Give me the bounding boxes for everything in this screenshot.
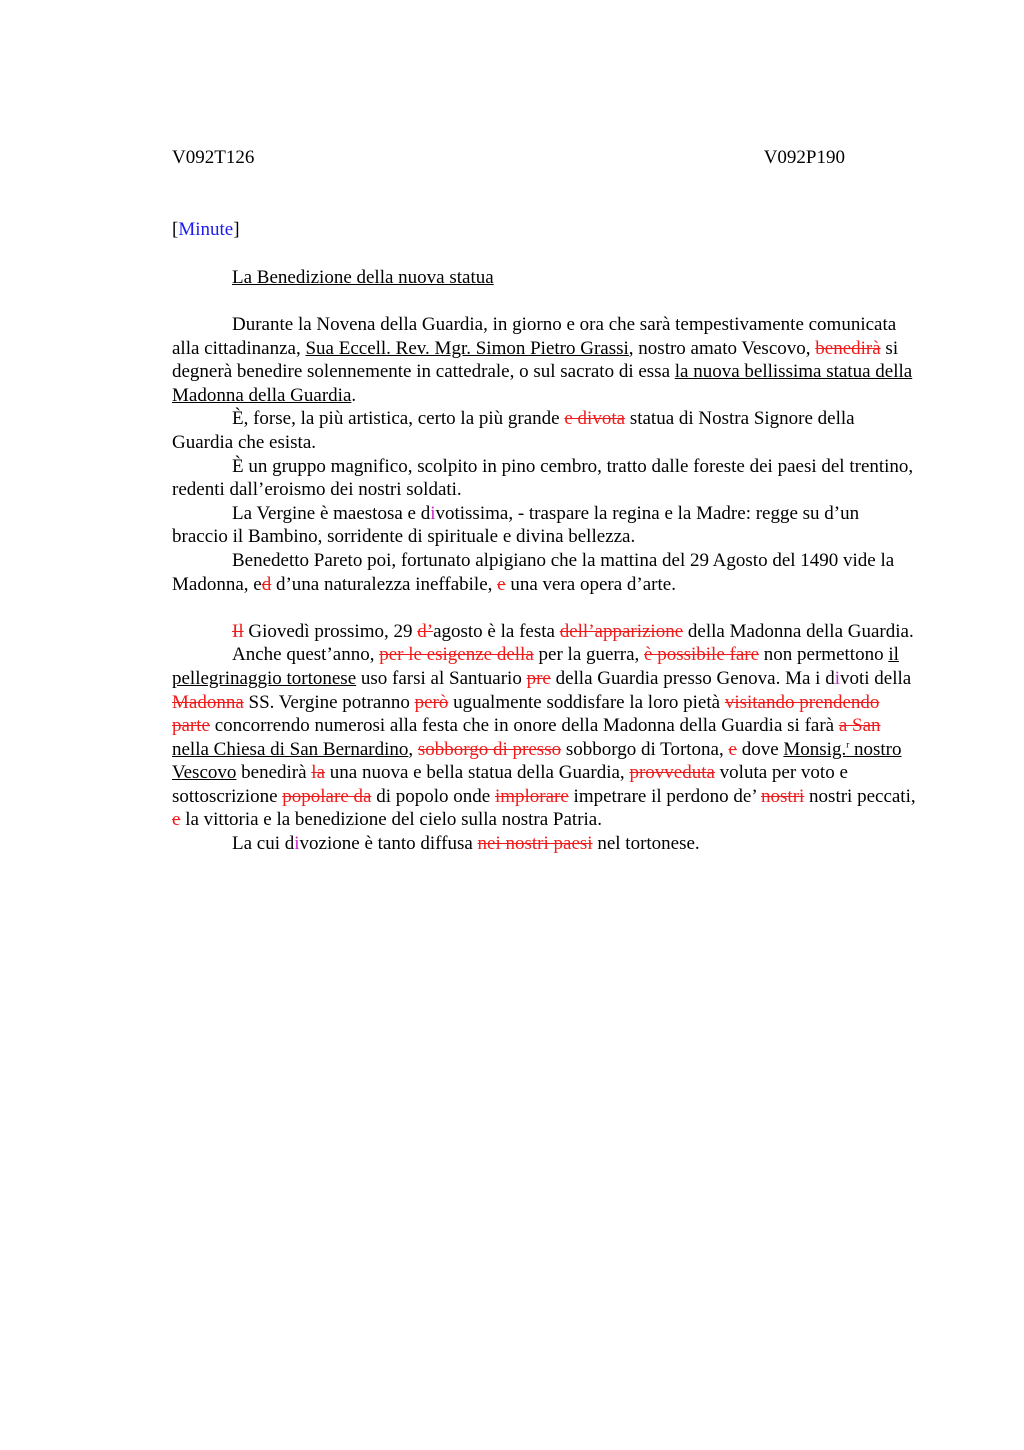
text: , xyxy=(408,738,418,760)
document-header xyxy=(172,146,845,170)
paragraph-8 xyxy=(172,832,918,856)
minute-word: Minute xyxy=(178,219,234,240)
text: della Guardia presso Genova. Ma i d xyxy=(550,667,835,689)
deleted-text: e xyxy=(728,738,737,760)
deleted-text: e xyxy=(497,573,506,595)
right-document-code: V092P190 xyxy=(763,147,845,168)
text: della Madonna della Guardia. xyxy=(683,620,914,642)
left-document-code: V092T126 xyxy=(172,147,255,168)
text: È, forse, la più artistica, certo la più grande xyxy=(232,408,565,430)
text: benedirà xyxy=(236,762,312,784)
inserted-letter: i xyxy=(294,833,300,855)
text: nostro Vescovo xyxy=(172,738,902,784)
inserted-letter: i xyxy=(430,502,436,524)
paragraph-1 xyxy=(172,313,918,407)
deleted-text: e xyxy=(172,809,181,831)
text: voluta per voto e sottoscrizione xyxy=(172,762,848,807)
text: vozione è tanto diffusa xyxy=(299,833,478,855)
text: per la guerra, xyxy=(533,644,645,666)
text: statua di Nostra Signore della Guardia che esista. xyxy=(172,408,855,453)
deleted-text: però xyxy=(414,691,449,713)
deleted-text: e divota xyxy=(564,408,626,430)
text: agosto è la festa xyxy=(433,620,560,642)
text: d’una naturalezza ineffabile, xyxy=(271,573,498,595)
text: si degnerà benedire solennemente in cattedrale, o sul sacrato di essa xyxy=(172,337,899,383)
text: Anche quest’anno, xyxy=(232,644,380,666)
text: Benedetto Pareto poi, fortunato alpigiano che la mattina del 29 Agosto del 1490 vide la Madonna, e xyxy=(172,549,895,595)
paragraph-5 xyxy=(172,549,918,596)
text: ugualmente soddisfare la loro pietà xyxy=(448,691,725,713)
deleted-text: d xyxy=(261,573,272,595)
bracket-open: [ xyxy=(172,219,179,240)
deleted-text: implorare xyxy=(494,785,569,807)
text: concorrendo numerosi alla festa che in onore della Madonna della Guardia si farà xyxy=(209,715,839,737)
text: una nuova e bella statua della Guardia, xyxy=(325,762,630,784)
text: , nostro amato Vescovo, xyxy=(628,337,816,359)
text: non permettono xyxy=(759,644,889,666)
text: La Vergine è maestosa e d xyxy=(232,502,431,524)
text: voti della xyxy=(839,667,912,689)
bracket-close: ] xyxy=(233,219,240,240)
text: votissima, - traspare la regina e la Madre: regge su d’un braccio il Bambino, sorridente di spirituale e divina bellezza. xyxy=(172,502,860,548)
deleted-text: per le esigenze della xyxy=(379,644,534,666)
text: la vittoria e la benedizione del cielo sulla nostra Patria. xyxy=(180,809,602,831)
deleted-text: visitando prendendo parte xyxy=(172,691,880,737)
text: impetrare il perdono de’ xyxy=(568,785,762,807)
deleted-text: d’ xyxy=(417,620,434,642)
underlined-text: nella Chiesa di San Bernardino xyxy=(172,738,409,760)
document-title: La Benedizione della nuova statua xyxy=(232,267,494,288)
text: di popolo onde xyxy=(371,785,495,807)
deleted-text: Il xyxy=(232,620,244,642)
deleted-text: la xyxy=(311,762,326,784)
text: La cui d xyxy=(232,833,295,855)
underlined-text: il pellegrinaggio tortonese xyxy=(172,644,899,689)
deleted-text: Madonna xyxy=(172,691,244,713)
paragraph-7 xyxy=(172,643,918,832)
document-body xyxy=(172,313,918,856)
text: Durante la Novena della Guardia, in giorno e ora che sarà tempestivamente comunicata alla cittadinanza, xyxy=(172,314,897,359)
paragraph-6 xyxy=(172,620,918,644)
text: nostri peccati, xyxy=(804,785,916,807)
text: SS. Vergine potranno xyxy=(243,691,415,713)
minute-label xyxy=(172,218,240,242)
paragraph-3: È un gruppo magnifico, scolpito in pino cembro, tratto dalle foreste dei paesi del trentino, redenti dall’eroismo dei nostri soldati. xyxy=(172,455,914,501)
deleted-text: è possibile fare xyxy=(644,644,760,666)
deleted-text: pre xyxy=(526,667,551,689)
text: una vera opera d’arte. xyxy=(505,573,676,595)
deleted-text: dell’apparizione xyxy=(559,620,684,642)
deleted-text: provveduta xyxy=(629,762,715,784)
deleted-text: nei nostri paesi xyxy=(477,833,593,855)
text: . xyxy=(351,384,357,406)
paragraph-2 xyxy=(172,407,918,454)
deleted-text: benedirà xyxy=(815,337,881,359)
paragraph-4 xyxy=(172,502,918,549)
deleted-text: nostri xyxy=(761,785,805,807)
text: dove xyxy=(736,738,784,760)
text: Giovedì prossimo, 29 xyxy=(243,620,418,642)
text: Monsig. xyxy=(783,738,847,760)
deleted-text: sobborgo di presso xyxy=(417,738,562,760)
text: nel tortonese. xyxy=(592,833,700,855)
inserted-letter: i xyxy=(834,667,840,689)
underlined-text: Sua Eccell. Rev. Mgr. Simon Pietro Grassi xyxy=(305,337,629,359)
deleted-text: popolare da xyxy=(282,785,372,807)
underlined-text: la nuova bellissima statua della Madonna della Guardia xyxy=(172,361,913,406)
text: uso farsi al Santuario xyxy=(356,667,527,689)
superscript: r xyxy=(846,739,850,750)
deleted-text: a San xyxy=(838,715,881,737)
text: sobborgo di Tortona, xyxy=(561,738,729,760)
